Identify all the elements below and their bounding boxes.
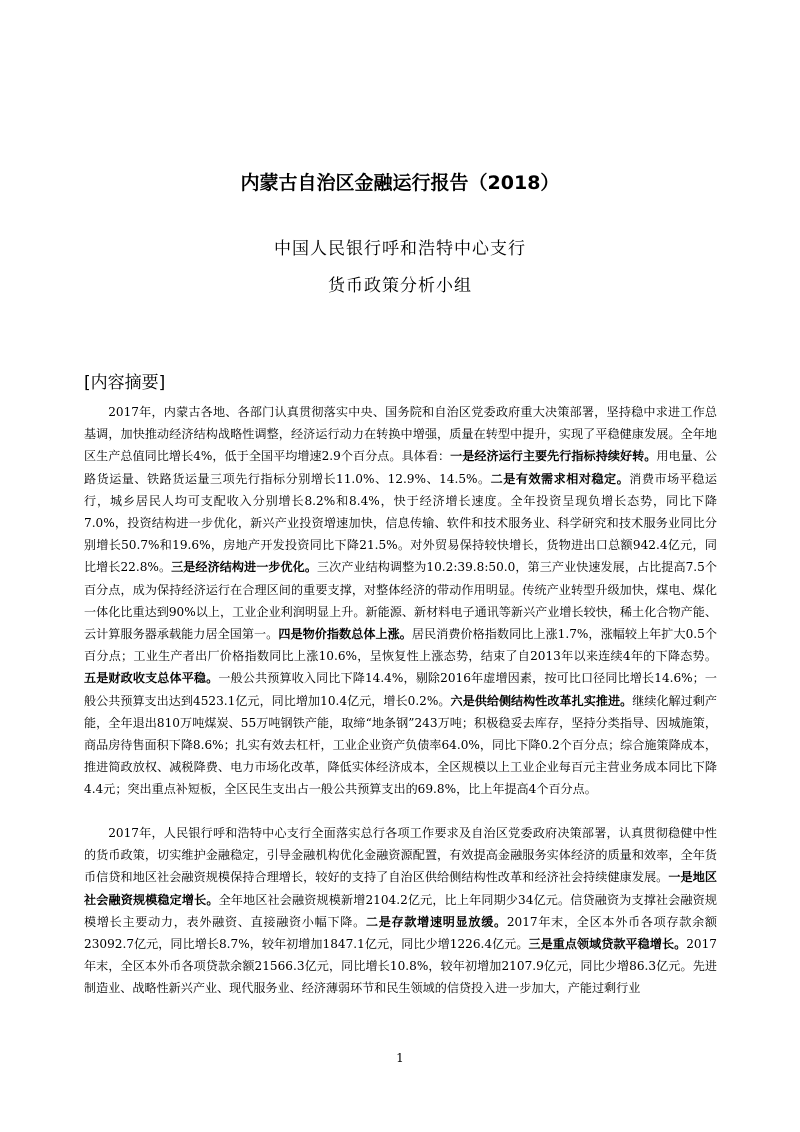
text-segment: 2017年末，全区本外币各项贷款余额21566.3亿元，同比增长10.8%，较年初增加2107.9亿元，同比少增86.3亿元。先进制造业、战略性新兴产业、现代服务业、经济薄弱环节和民生领域的信贷投入进一步加大，产能过剩行业 — [84, 937, 717, 996]
abstract-paragraph-2 — [84, 822, 717, 1000]
bold-key-point: 二是有效需求相对稳定。 — [490, 471, 630, 486]
text-segment: 用电量、公路货运量、铁路货运量三项先行指标分别增长11.0%、12.9%、14.5%。 — [84, 449, 717, 486]
text-segment: 2017年，人民银行呼和浩特中心支行全面落实总行各项工作要求及自治区党委政府决策部署，认真贯彻稳健中性的货币政策，切实维护金融稳定，引导金融机构优化金融资源配置，有效提高金融服务实体经济的质量和效率，全年货币信贷和地区社会融资规模保持合理增长，较好的支持了自治区供给侧结构性改革和经济社会持续健康发展。 — [84, 826, 717, 885]
abstract-heading: [内容摘要] — [84, 373, 166, 393]
abstract-paragraph-1 — [84, 401, 717, 801]
report-title: 内蒙古自治区金融运行报告（2018） — [240, 172, 560, 194]
text-segment: 2017年，内蒙古各地、各部门认真贯彻落实中央、国务院和自治区党委政府重大决策部署，坚持稳中求进工作总基调，加快推动经济结构战略性调整，经济运行动力在转换中增强，质量在转型中提升，实现了平稳健康发展。全年地区生产总值同比增长4%，低于全国平均增速2.9个百分点。具体看： — [84, 405, 717, 464]
text-segment: 全年地区社会融资规模新增2104.2亿元，比上年同期少34亿元。信贷融资为支撑社会融资规模增长主要动力，表外融资、直接融资小幅下降。 — [84, 892, 717, 929]
author-line-2: 货币政策分析小组 — [328, 276, 472, 296]
bold-key-point: 二是存款增速明显放缓。 — [365, 914, 507, 929]
bold-key-point: 四是物价指数总体上涨。 — [278, 627, 412, 642]
bold-key-point: 三是重点领域贷款平稳增长。 — [528, 937, 687, 952]
text-segment: 一般公共预算收入同比下降14.4%，剔除2016年虚增因素，按可比口径同比增长14.6%；一般公共预算支出达到4523.1亿元，同比增加10.4亿元，增长0.2%。 — [84, 671, 717, 708]
bold-key-point: 六是供给侧结构性改革扎实推进。 — [450, 693, 633, 708]
bold-key-point: 一是地区社会融资规模稳定增长。 — [84, 870, 717, 907]
page-number: 1 — [396, 1051, 404, 1065]
text-segment: 三次产业结构调整为10.2:39.8:50.0，第三产业快速发展，占比提高7.5个百分点，成为保持经济运行在合理区间的重要支撑，对整体经济的带动作用明显。传统产业转型升级加快，煤电、煤化一体化比重达到90%以上，工业企业利润明显上升。新能源、新材料电子通讯等新兴产业增长较快，稀土化合物产能、云计算服务器承载能力居全国第一。 — [84, 560, 717, 642]
bold-key-point: 三是经济结构进一步优化。 — [171, 560, 317, 575]
text-segment: 继续化解过剩产能，全年退出810万吨煤炭、55万吨钢铁产能，取缔“地条钢”243万吨；积极稳妥去库存，坚持分类指导、因城施策，商品房待售面积下降8.6%；扎实有效去杠杆，工业企业资产负债率64.0%，同比下降0.2个百分点；综合施策降成本，推进简政放权、减税降费、电力市场化改革，降低实体经济成本，全区规模以上工业企业每百元主营业务成本同比下降4.4元；突出重点补短板，全区民生支出占一般公共预算支出的69.8%，比上年提高4个百分点。 — [84, 693, 717, 797]
author-line-1: 中国人民银行呼和浩特中心支行 — [274, 239, 526, 259]
text-segment: 居民消费价格指数同比上涨1.7%，涨幅较上年扩大0.5个百分点；工业生产者出厂价格指数同比上涨10.6%，呈恢复性上涨态势，结束了自2013年以来连续4年的下降态势。 — [84, 627, 717, 664]
text-segment: 2017年末，全区本外币各项存款余额23092.7亿元，同比增长8.7%，较年初增加1847.1亿元，同比少增1226.4亿元。 — [84, 914, 717, 952]
text-segment: 消费市场平稳运行，城乡居民人均可支配收入分别增长8.2%和8.4%，快于经济增长速度。全年投资呈现负增长态势，同比下降7.0%，投资结构进一步优化，新兴产业投资增速加快，信息传输、软件和技术服务业、科学研究和技术服务业同比分别增长50.7%和19.6%，房地产开发投资同比下降21.5%。对外贸易保持较快增长，货物进出口总额942.4亿元，同比增长22.8%。 — [84, 471, 717, 575]
bold-key-point: 五是财政收支总体平稳。 — [84, 671, 219, 686]
bold-key-point: 一是经济运行主要先行指标持续好转。 — [450, 449, 657, 464]
